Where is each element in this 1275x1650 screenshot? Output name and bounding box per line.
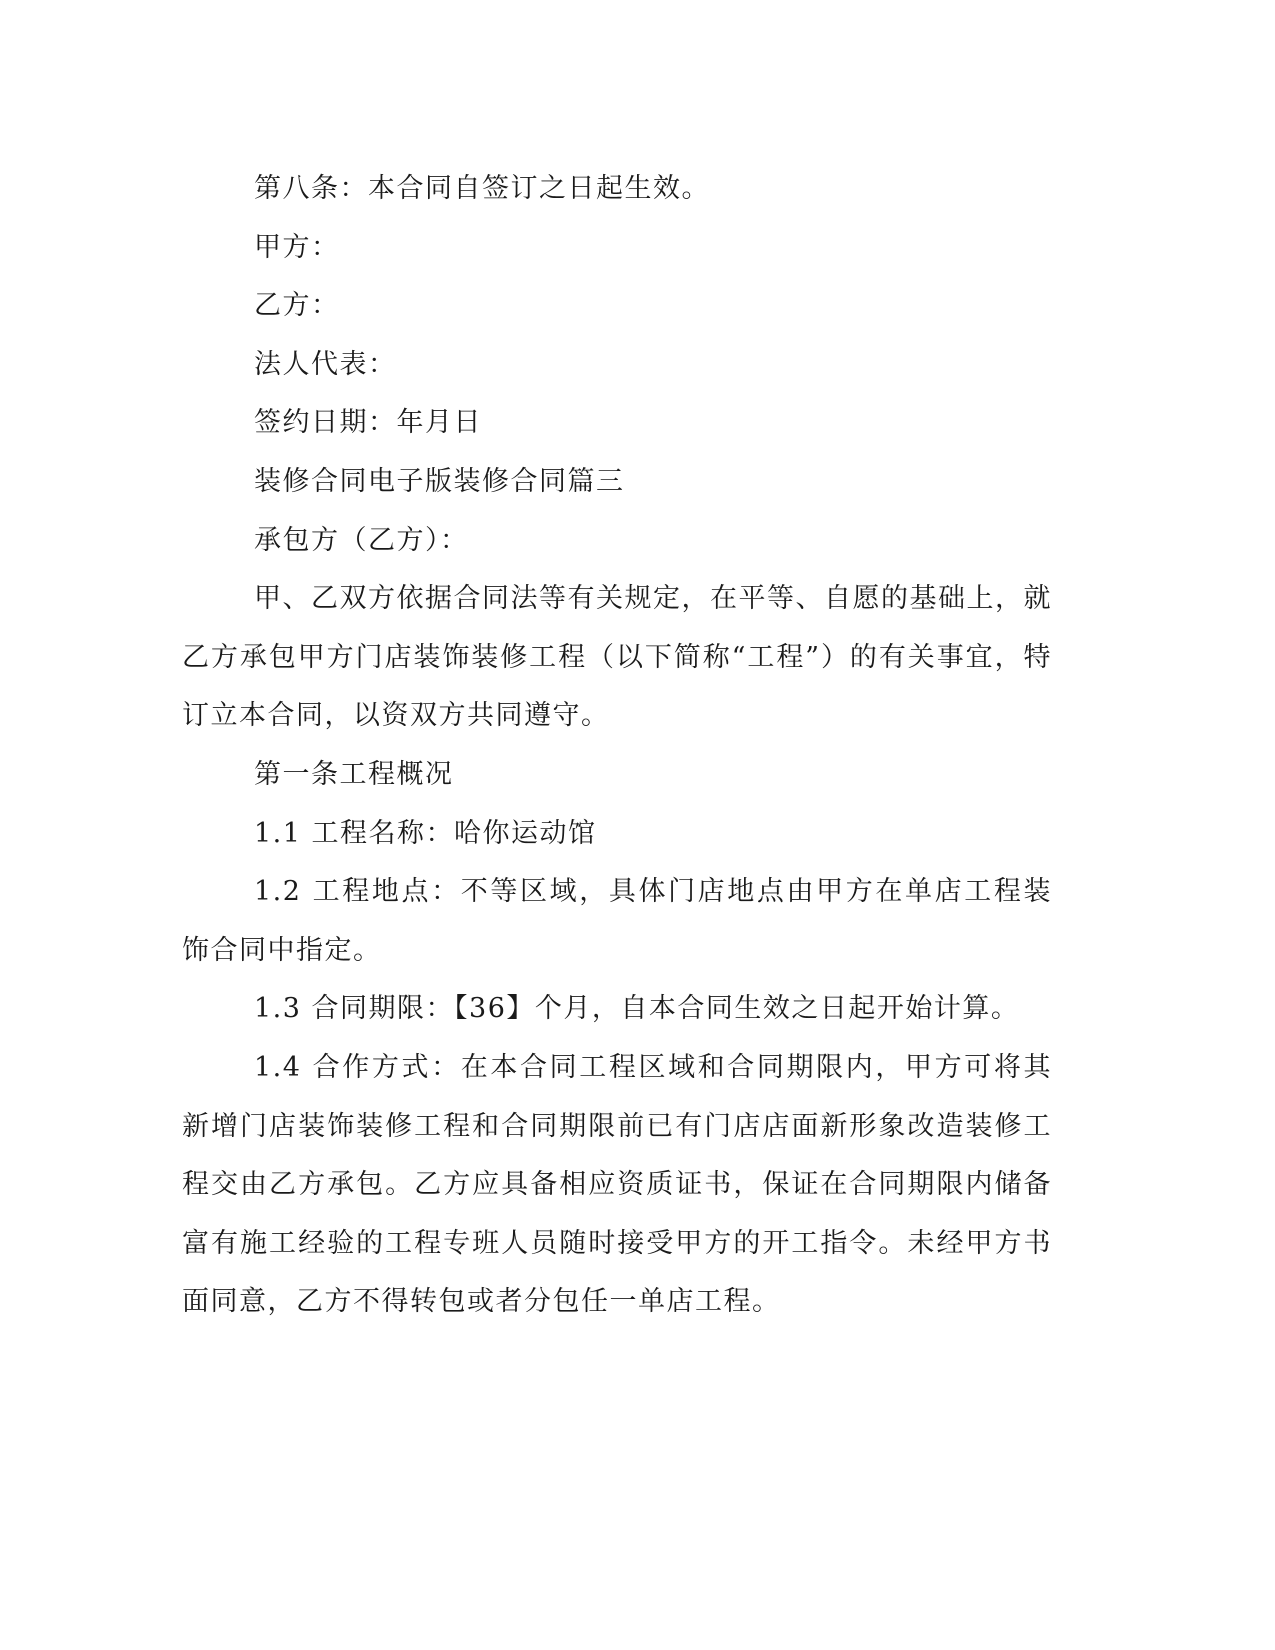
- signing-date-line: 签约日期：年月日: [254, 407, 482, 439]
- party-b-signature-line: 乙方：: [254, 290, 340, 322]
- contractor-line: 承包方（乙方）：: [254, 524, 469, 556]
- article-one-heading: 第一条工程概况: [254, 758, 454, 790]
- clause-1-4: 1.4 合作方式：在本合同工程区域和合同期限内，甲方可将其新增门店装饰装修工程和合同期限前已有门店店面新形象改造装修工程交由乙方承包。乙方应具备相应资质证书，保证在合同期限内储备富有施工经验的工程专班人员随时接受甲方的开工指令。未经甲方书面同意，乙方不得转包或者分包任一单店工程。: [182, 1051, 1052, 1318]
- clause-eight-effective: 第八条：本合同自签订之日起生效。: [254, 173, 710, 204]
- party-a-signature-line: 甲方：: [254, 231, 340, 263]
- document-body: [182, 160, 1052, 1332]
- legal-representative-line: 法人代表：: [254, 348, 397, 380]
- clause-1-2: 1.2 工程地点：不等区域，具体门店地点由甲方在单店工程装饰合同中指定。: [182, 876, 1052, 966]
- clause-1-3: 1.3 合同期限：【36】个月，自本合同生效之日起开始计算。: [254, 993, 1020, 1025]
- clause-1-1: 1.1 工程名称：哈你运动馆: [254, 817, 597, 849]
- preamble-paragraph: 甲、乙双方依据合同法等有关规定，在平等、自愿的基础上，就乙方承包甲方门店装饰装修工程（以下简称“工程”）的有关事宜，特订立本合同，以资双方共同遵守。: [182, 583, 1052, 732]
- section-heading: 装修合同电子版装修合同篇三: [254, 465, 625, 497]
